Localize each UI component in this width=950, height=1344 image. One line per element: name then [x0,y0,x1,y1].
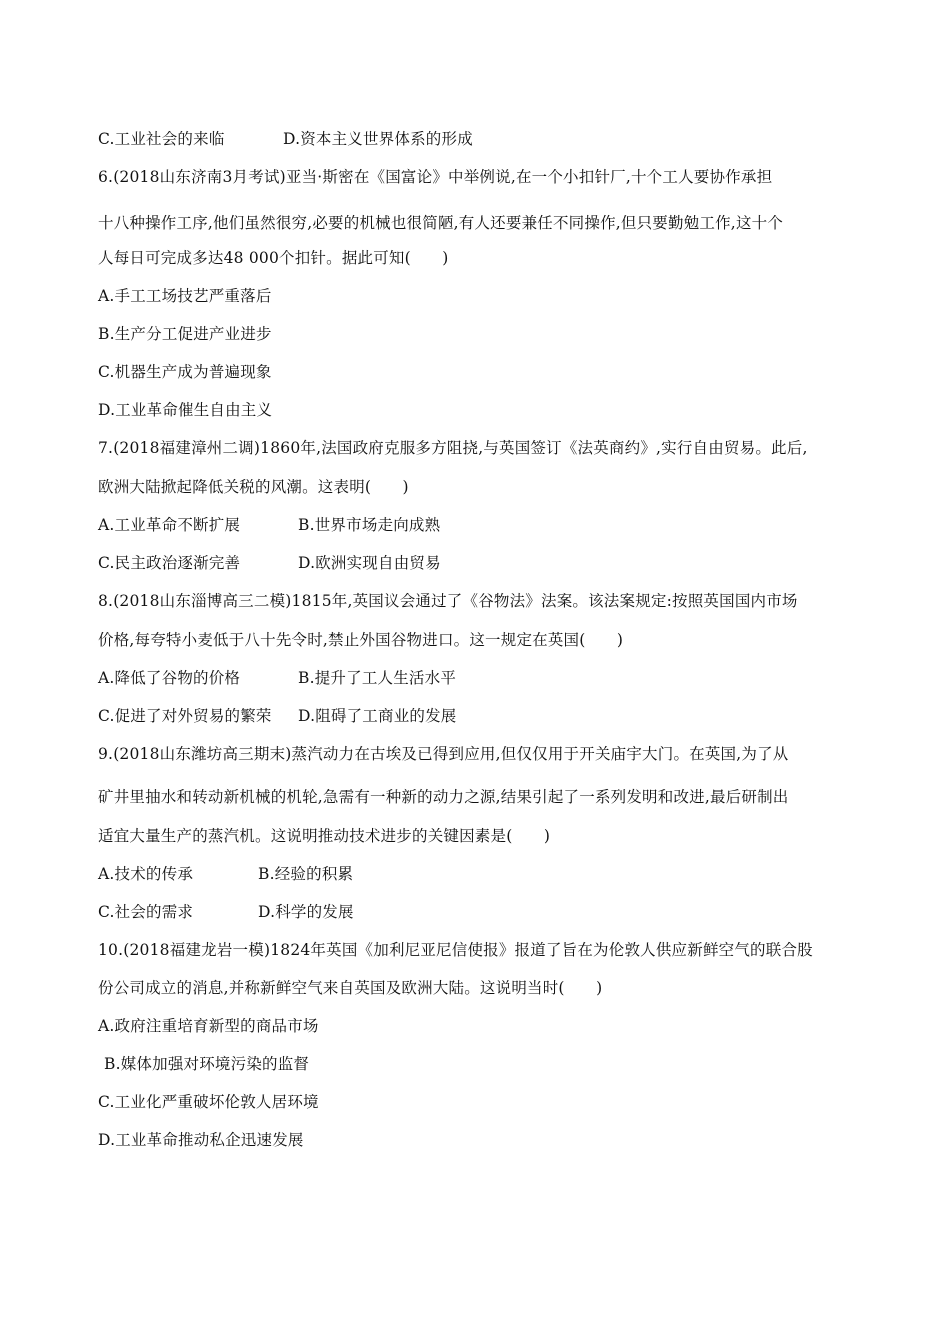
q8-option-d: D.阻碍了工商业的发展 [298,707,457,725]
q8-stem-line-2: 价格,每夸特小麦低于八十先令时,禁止外国谷物进口。这一规定在英国( ) [98,631,624,649]
q7-options-ab [98,514,440,536]
q10-stem-line-2: 份公司成立的消息,并称新鲜空气来自英国及欧洲大陆。这说明当时( ) [98,979,603,997]
q9-options-ab [98,863,353,885]
q8-option-c: C.促进了对外贸易的繁荣 [98,707,272,725]
q9-stem-line-3: 适宜大量生产的蒸汽机。这说明推动技术进步的关键因素是( ) [98,827,551,845]
q5-option-d: D.资本主义世界体系的形成 [283,130,473,148]
q9-stem-line-2: 矿井里抽水和转动新机械的机轮,急需有一种新的动力之源,结果引起了一系列发明和改进,最后研制出 [98,788,789,806]
q6-option-a: A.手工工场技艺严重落后 [98,287,272,305]
q6-stem-line-3: 人每日可完成多达48 000个扣针。据此可知( ) [98,249,449,267]
q10-option-a: A.政府注重培育新型的商品市场 [98,1017,319,1035]
q8-options-ab [98,667,456,689]
q8-option-a: A.降低了谷物的价格 [98,669,241,687]
q8-option-b: B.提升了工人生活水平 [298,669,457,687]
q9-option-c: C.社会的需求 [98,903,194,921]
q7-stem-line-1: 7.(2018福建漳州二调)1860年,法国政府克服多方阻挠,与英国签订《法英商约》,实行自由贸易。此后, [98,439,808,457]
q9-option-d: D.科学的发展 [258,903,354,921]
q10-option-b: B.媒体加强对环境污染的监督 [104,1055,310,1073]
q7-option-c: C.民主政治逐渐完善 [98,554,241,572]
q6-option-b: B.生产分工促进产业进步 [98,325,272,343]
q5-options-cd [98,128,473,150]
q7-options-cd [98,552,441,574]
q10-option-d: D.工业革命推动私企迅速发展 [98,1131,304,1149]
q8-stem-line-1: 8.(2018山东淄博高三二模)1815年,英国议会通过了《谷物法》法案。该法案规定:按照英国国内市场 [98,592,798,610]
q7-option-a: A.工业革命不断扩展 [98,516,241,534]
q6-option-c: C.机器生产成为普遍现象 [98,363,272,381]
q7-option-b: B.世界市场走向成熟 [298,516,441,534]
q8-options-cd [98,705,457,727]
q10-option-c: C.工业化严重破坏伦敦人居环境 [98,1093,319,1111]
q9-option-b: B.经验的积累 [258,865,354,883]
q6-option-d: D.工业革命催生自由主义 [98,401,273,419]
q7-option-d: D.欧洲实现自由贸易 [298,554,441,572]
q7-stem-line-2: 欧洲大陆掀起降低关税的风潮。这表明( ) [98,478,409,496]
q6-stem-line-2: 十八种操作工序,他们虽然很穷,必要的机械也很简陋,有人还要兼任不同操作,但只要勤勉工作,这十个 [98,214,784,232]
q9-stem-line-1: 9.(2018山东潍坊高三期末)蒸汽动力在古埃及已得到应用,但仅仅用于开关庙宇大门。在英国,为了从 [98,745,789,763]
q5-option-c: C.工业社会的来临 [98,130,225,148]
q6-stem-line-1: 6.(2018山东济南3月考试)亚当·斯密在《国富论》中举例说,在一个小扣针厂,十个工人要协作承担 [98,168,773,186]
q9-options-cd [98,901,354,923]
q10-stem-line-1: 10.(2018福建龙岩一模)1824年英国《加利尼亚尼信使报》报道了旨在为伦敦人供应新鲜空气的联合股 [98,941,813,959]
q9-option-a: A.技术的传承 [98,865,194,883]
